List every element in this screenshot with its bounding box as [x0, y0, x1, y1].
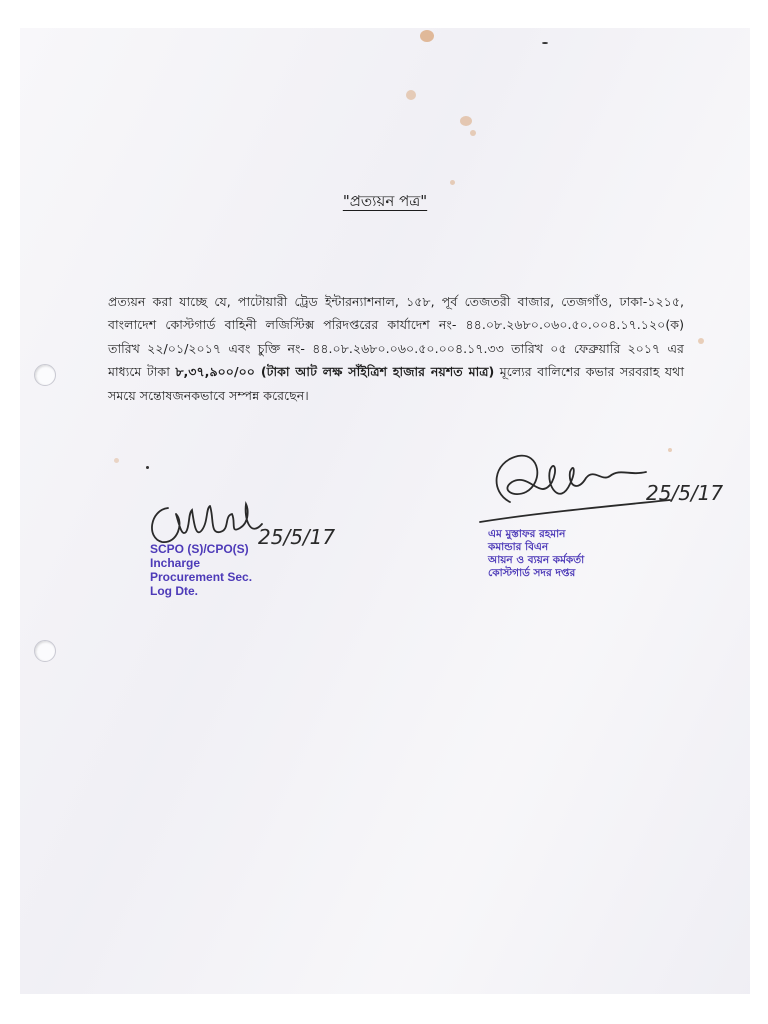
stain-mark — [420, 30, 434, 42]
stain-mark — [406, 90, 416, 100]
ink-speck — [146, 466, 149, 469]
stamp-right-line: এম মুস্তাফর রহমান — [488, 528, 566, 540]
signature-right-date: 25/5/17 — [646, 481, 724, 505]
signature-left-date: 25/5/17 — [258, 525, 336, 549]
stain-mark — [460, 116, 472, 126]
certificate-paragraph — [108, 290, 684, 407]
amount-text: ৮,৩৭,৯০০/০০ (টাকা আট লক্ষ সাঁইত্রিশ হাজার নয়শত মাত্র) — [175, 364, 495, 380]
signature-right — [470, 442, 730, 532]
stain-mark — [450, 180, 455, 185]
stain-mark — [470, 130, 476, 136]
stain-mark — [698, 338, 704, 344]
document-title: "প্রত্যয়ন পত্র" — [342, 192, 428, 210]
ink-speck — [542, 42, 548, 44]
stamp-right-line: কমান্ডার বিএন — [488, 541, 549, 553]
stamp-right — [488, 528, 584, 580]
paragraph-text-2: মূল্যের বালিশের কভার সরবরাহ যথা সময়ে সন্তোষজনকভাবে সম্পন্ন করেছেন। — [108, 364, 684, 403]
document-page — [20, 28, 750, 994]
stamp-left-line: Log Dte. — [150, 584, 198, 598]
stamp-left-line: SCPO (S)/CPO(S) — [150, 542, 249, 556]
stamp-left — [150, 542, 252, 598]
punch-hole — [34, 364, 56, 386]
stamp-left-line: Incharge — [150, 556, 201, 570]
stamp-right-line: কোস্টগার্ড সদর দপ্তর — [488, 567, 576, 579]
punch-hole — [34, 640, 56, 662]
stamp-right-line: আয়ন ও ব্যয়ন কর্মকর্তা — [488, 554, 585, 566]
paragraph-text-1: প্রত্যয়ন করা যাচ্ছে যে, পাটোয়ারী ট্রেড ইন্টারন্যাশনাল, ১৫৮, পূর্ব তেজতরী বাজার, তেজগাঁও, ঢাকা-১২১৫, বাংলাদেশ কোস্টগার্ড বাহিনী লজিস্টিক্স পরিদপ্তরের কার্যাদেশ নং- ৪৪.০৮.২৬৮০.০৬০.৫০.০০৪.১৭.১২০(ক) তারিখ ২২/০১/২০১৭ এবং চুক্তি নং- ৪৪.০৮.২৬৮০.০৬০.৫০.০০৪.১৭.৩৩ তারিখ ০৫ ফেব্রুয়ারি ২০১৭ এর মাধ্যমে টাকা — [108, 294, 684, 380]
stamp-left-line: Procurement Sec. — [150, 570, 253, 584]
stain-mark — [114, 458, 119, 463]
